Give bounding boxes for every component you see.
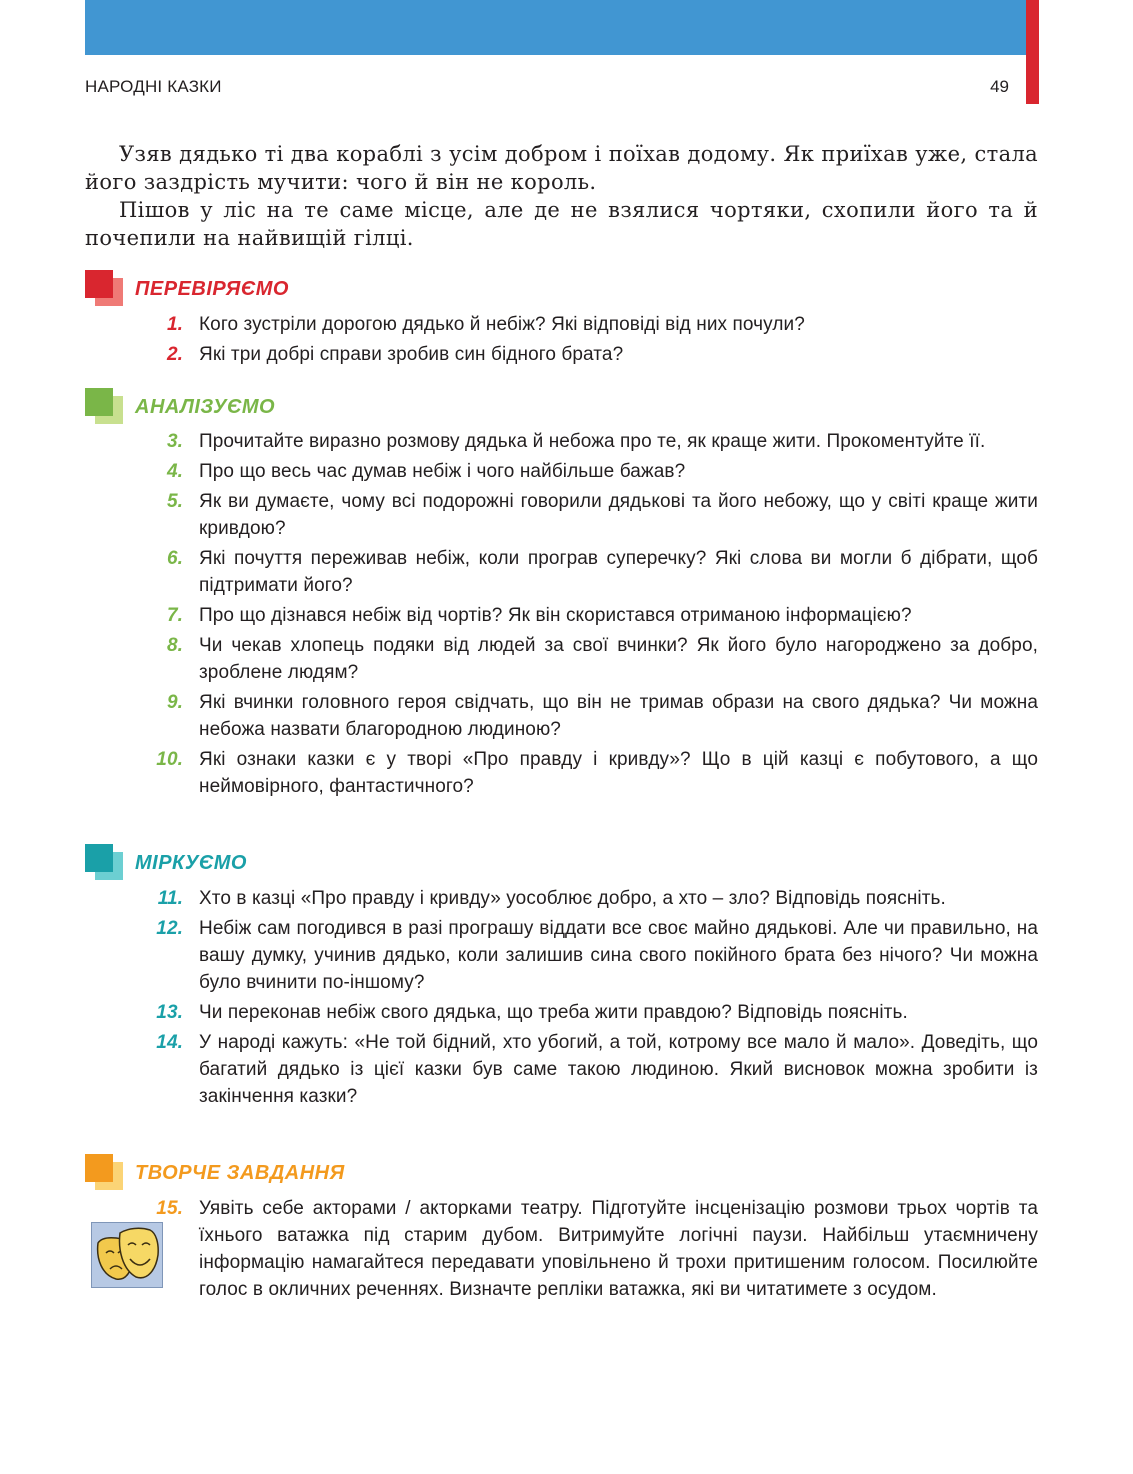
question-item xyxy=(150,428,1038,455)
question-text: У народі кажуть: «Не той бідний, хто убогий, а той, котрому все мало й мало». Доведіть, що багатий дядько із цієї казки був саме такою людиною. Який висновок можна зробити із закінчення казки? xyxy=(199,1032,1038,1107)
question-number: 8. xyxy=(166,635,183,656)
question-item xyxy=(150,999,1038,1026)
question-number: 12. xyxy=(156,918,183,939)
question-text: Уявіть себе акторами / акторками театру. Підготуйте інсценізацію розмови трьох чортів та їхнього ватажка під старим дубом. Витримуйте логічні паузи. Найбільш утаємничену інформацію намагайтеся передавати уповільнено й трохи притишеним голосом. Посилюйте голос в окличних реченнях. Визначте репліки ватажка, які ви читатимете з осудом. xyxy=(199,1198,1038,1300)
section-marker-icon xyxy=(85,1154,113,1182)
story-paragraph: Узяв дядько ті два кораблі з усім добром і поїхав додому. Як приїхав уже, стала його заздрість мучити: чого й він не король. xyxy=(85,142,1038,194)
question-number: 6. xyxy=(166,548,183,569)
question-number: 10. xyxy=(156,749,183,770)
question-text: Кого зустріли дорогою дядько й небіж? Які відповіді від них почули? xyxy=(199,314,805,335)
section-title: ТВОРЧЕ ЗАВДАННЯ xyxy=(135,1162,345,1184)
question-item xyxy=(150,602,1038,629)
question-item xyxy=(150,1195,1038,1303)
check-question-list xyxy=(150,311,1038,368)
question-number: 4. xyxy=(166,461,183,482)
question-number: 11. xyxy=(157,888,183,909)
section-title: МІРКУЄМО xyxy=(135,852,247,874)
question-number: 15. xyxy=(156,1198,183,1219)
question-item xyxy=(150,632,1038,686)
question-text: Які вчинки головного героя свідчать, що він не тримав образи на свого дядька? Чи можна небожа назвати благородною людиною? xyxy=(199,692,1038,740)
question-number: 5. xyxy=(166,491,183,512)
question-item xyxy=(150,1029,1038,1110)
question-text: Як ви думаєте, чому всі подорожні говорили дядькові та його небожу, що у світі краще жити кривдою? xyxy=(199,491,1038,539)
question-item xyxy=(150,689,1038,743)
question-item xyxy=(150,545,1038,599)
creative-question-list xyxy=(150,1195,1038,1303)
question-item xyxy=(150,341,1038,368)
chapter-tab xyxy=(1026,0,1039,104)
question-item xyxy=(150,915,1038,996)
section-analyze-heading xyxy=(85,388,485,424)
header-band xyxy=(85,0,1026,55)
question-item xyxy=(150,746,1038,800)
question-text: Які почуття переживав небіж, коли програв суперечку? Які слова ви могли б дібрати, щоб підтримати його? xyxy=(199,548,1038,596)
theatre-masks-icon xyxy=(92,1223,162,1287)
question-number: 2. xyxy=(166,344,183,365)
story-text xyxy=(85,140,1038,252)
section-reflect-heading xyxy=(85,844,485,880)
question-number: 3. xyxy=(166,431,183,452)
section-check-heading xyxy=(85,270,485,306)
question-item xyxy=(150,885,1038,912)
question-number: 13. xyxy=(156,1002,183,1023)
section-marker-icon xyxy=(85,270,113,298)
question-item xyxy=(150,488,1038,542)
question-text: Які три добрі справи зробив син бідного брата? xyxy=(199,344,624,365)
reflect-question-list xyxy=(150,885,1038,1110)
analyze-question-list xyxy=(150,428,1038,800)
question-text: Про що дізнався небіж від чортів? Як він скористався отриманою інформацією? xyxy=(199,605,912,626)
question-text: Хто в казці «Про правду і кривду» уособлює добро, а хто – зло? Відповідь поясніть. xyxy=(199,888,946,909)
page-number: 49 xyxy=(990,77,1009,96)
question-number: 7. xyxy=(166,605,183,626)
question-text: Чи переконав небіж свого дядька, що треба жити правдою? Відповідь поясніть. xyxy=(199,1002,908,1023)
question-item xyxy=(150,458,1038,485)
section-title: ПЕРЕВІРЯЄМО xyxy=(135,278,289,300)
question-number: 14. xyxy=(156,1032,183,1053)
section-title: АНАЛІЗУЄМО xyxy=(135,396,276,418)
question-number: 9. xyxy=(166,692,183,713)
question-item xyxy=(150,311,1038,338)
question-text: Про що весь час думав небіж і чого найбільше бажав? xyxy=(199,461,686,482)
question-number: 1. xyxy=(166,314,183,335)
question-text: Які ознаки казки є у творі «Про правду і кривду»? Що в цій казці є побутового, а що неймовірного, фантастичного? xyxy=(199,749,1038,797)
question-text: Прочитайте виразно розмову дядька й небожа про те, як краще жити. Прокоментуйте її. xyxy=(199,431,986,452)
question-text: Чи чекав хлопець подяки від людей за свої вчинки? Як його було нагороджено за добро, зроблене людям? xyxy=(199,635,1038,683)
theatre-masks-icon xyxy=(91,1222,163,1288)
section-marker-icon xyxy=(85,844,113,872)
story-paragraph: Пішов у ліс на те саме місце, але де не взялися чортяки, схопили його та й почепили на найвищій гілці. xyxy=(85,198,1038,250)
question-text: Небіж сам погодився в разі програшу віддати все своє майно дядькові. Але чи правильно, на вашу думку, учинив дядько, коли залишив сина свого покійного брата без нічого? Чи можна було вчинити по-іншому? xyxy=(199,918,1038,993)
section-marker-icon xyxy=(85,388,113,416)
section-creative-heading xyxy=(85,1154,485,1190)
running-head: НАРОДНІ КАЗКИ xyxy=(85,77,222,96)
